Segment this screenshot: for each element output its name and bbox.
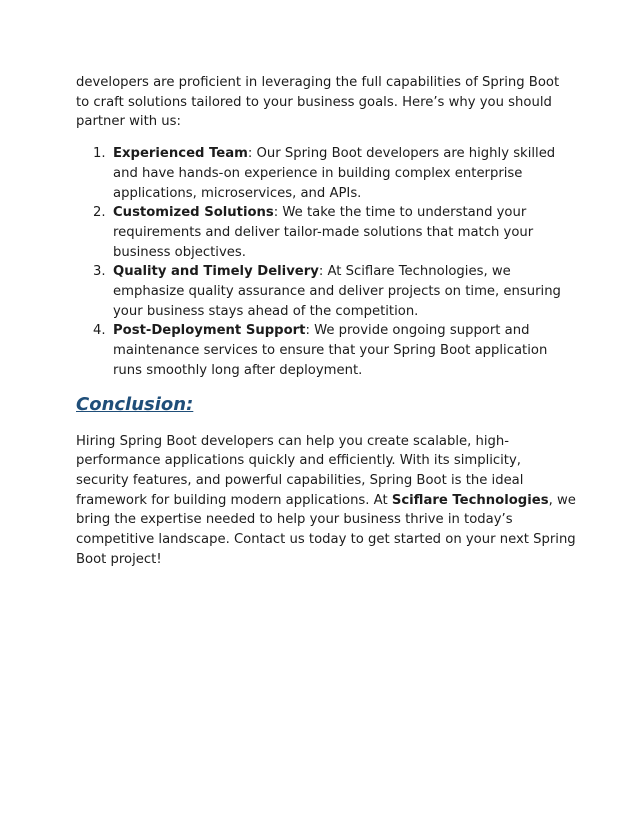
list-item-text: : Our Spring Boot developers are highly skilled and have hands-on experience in building complex enterprise applications, microservices, and APIs. [113, 146, 556, 201]
reasons-list [76, 144, 576, 380]
conclusion-heading: Conclusion: [76, 393, 194, 415]
list-number: 3. [93, 264, 106, 280]
intro-paragraph: developers are proficient in leveraging the full capabilities of Spring Boot to craft solutions tailored to your business goals. Here’s why you should partner with us: [76, 75, 560, 130]
list-item-text: : We take the time to understand your requirements and deliver tailor-made solutions that match your business objectives. [113, 205, 534, 260]
list-item-text: : We provide ongoing support and maintenance services to ensure that your Spring Boot application runs smoothly long after deployment. [113, 323, 548, 378]
list-item [76, 321, 576, 380]
list-item-title: Customized Solutions [113, 205, 274, 221]
list-item-title: Post-Deployment Support [113, 323, 306, 339]
list-number: 2. [93, 205, 106, 221]
list-item [76, 262, 576, 321]
conclusion-paragraph [76, 432, 576, 570]
list-item-title: Experienced Team [113, 146, 248, 162]
list-number: 1. [93, 146, 106, 162]
conclusion-text-start: Hiring Spring Boot developers can help you create scalable, high-performance applications quickly and efficiently. With its simplicity, security features, and powerful capabilities, Spring Boot is the ideal framework for building modern applications. At [76, 433, 524, 508]
list-number: 4. [93, 323, 106, 339]
list-item [76, 203, 576, 262]
list-item-title: Quality and Timely Delivery [113, 264, 319, 280]
document-page [76, 73, 576, 569]
conclusion-text-end: , we bring the expertise needed to help your business thrive in today’s competitive landscape. Contact us today to get started on your next Spring Boot project! [76, 492, 576, 567]
list-item-text: : At Sciflare Technologies, we emphasize quality assurance and deliver projects on time, ensuring your business stays ahead of the competition. [113, 264, 561, 319]
company-name: Sciflare Technologies [391, 492, 549, 508]
list-item [76, 144, 576, 203]
